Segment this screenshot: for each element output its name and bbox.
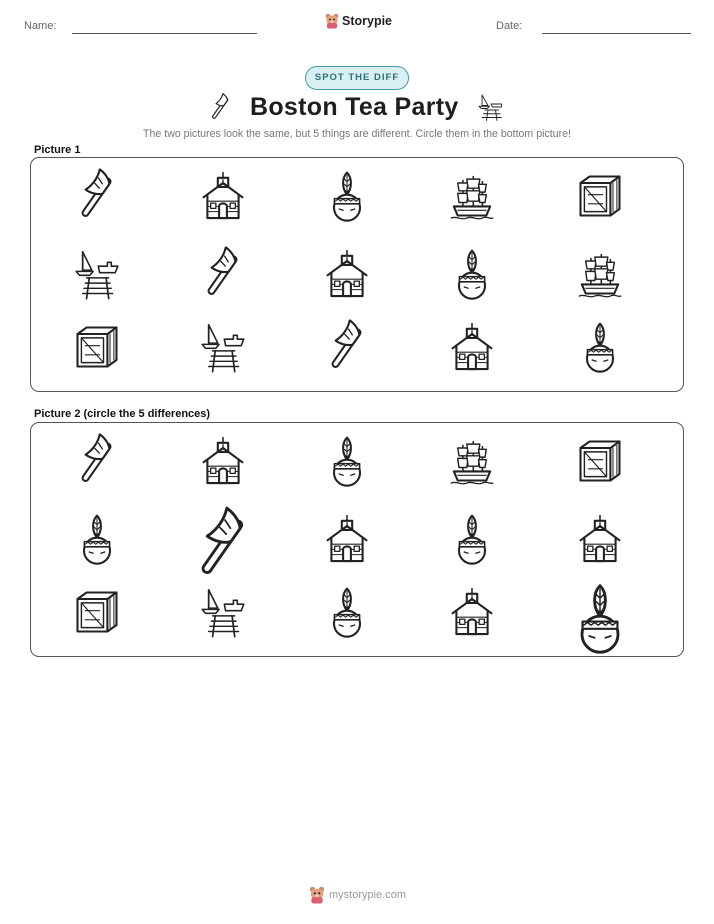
picture-1-panel	[30, 157, 684, 392]
crate-icon[interactable]	[71, 586, 123, 638]
schoolhouse-icon	[321, 248, 373, 300]
native-head-icon	[574, 321, 626, 373]
picture-2-panel[interactable]	[30, 422, 684, 657]
native-head-icon[interactable]	[321, 435, 373, 487]
ship-icon	[446, 170, 498, 222]
bear-icon	[309, 886, 325, 904]
dock-icon	[476, 92, 506, 122]
picture-1-label: Picture 1	[34, 144, 81, 156]
crate-icon[interactable]	[574, 435, 626, 487]
axe-icon	[71, 170, 123, 222]
footer	[309, 886, 406, 904]
schoolhouse-icon[interactable]	[446, 586, 498, 638]
bear-icon	[325, 13, 339, 29]
name-line[interactable]	[72, 33, 257, 34]
axe-icon	[321, 321, 373, 373]
axe-icon[interactable]	[187, 509, 259, 581]
spot-the-diff-badge: SPOT THE DIFF	[305, 66, 409, 90]
footer-url: mystorypie.com	[329, 889, 407, 901]
schoolhouse-icon[interactable]	[321, 513, 373, 565]
date-label: Date:	[496, 20, 523, 32]
page-title: Boston Tea Party	[250, 93, 459, 121]
schoolhouse-icon	[446, 321, 498, 373]
native-head-icon	[446, 248, 498, 300]
axe-icon[interactable]	[71, 435, 123, 487]
axe-icon	[197, 248, 249, 300]
axe-icon	[206, 92, 236, 122]
native-head-icon[interactable]	[564, 582, 636, 654]
schoolhouse-icon[interactable]	[574, 513, 626, 565]
schoolhouse-icon[interactable]	[197, 435, 249, 487]
date-line[interactable]	[542, 33, 691, 34]
instructions: The two pictures look the same, but 5 things are different. Circle them in the bottom picture!	[143, 128, 571, 140]
name-label: Name:	[24, 20, 57, 32]
brand-logo	[325, 13, 392, 29]
dock-icon	[71, 248, 123, 300]
ship-icon	[574, 248, 626, 300]
ship-icon[interactable]	[446, 435, 498, 487]
crate-icon	[574, 170, 626, 222]
native-head-icon	[321, 170, 373, 222]
schoolhouse-icon	[197, 170, 249, 222]
brand-name: Storypie	[342, 14, 393, 28]
native-head-icon[interactable]	[71, 513, 123, 565]
picture-2-label: Picture 2 (circle the 5 differences)	[34, 408, 211, 420]
native-head-icon[interactable]	[321, 586, 373, 638]
dock-icon	[197, 321, 249, 373]
native-head-icon[interactable]	[446, 513, 498, 565]
crate-icon	[71, 321, 123, 373]
dock-icon[interactable]	[197, 586, 249, 638]
